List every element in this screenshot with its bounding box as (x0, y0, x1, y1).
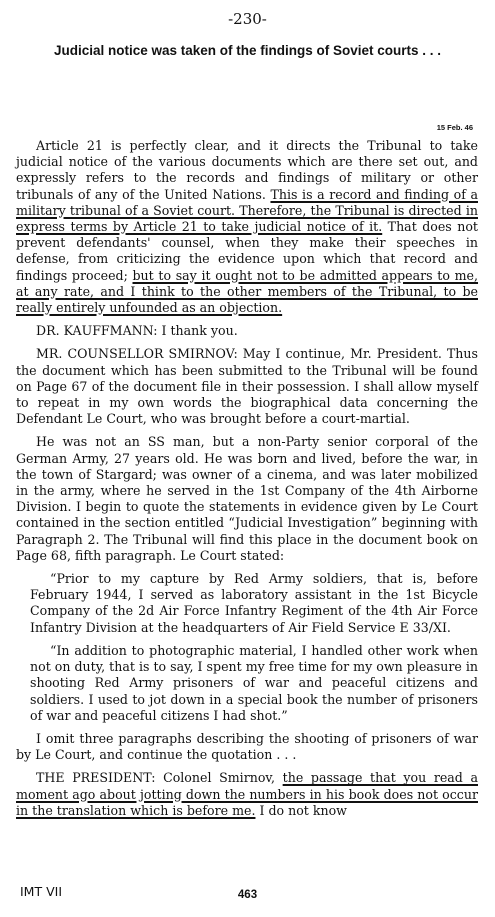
paragraph (16, 434, 478, 564)
paragraph (16, 770, 478, 819)
footer-page-number: 463 (237, 889, 258, 901)
date-label: 15 Feb. 46 (436, 123, 473, 132)
quote-paragraph (30, 571, 478, 636)
page-number: -230- (228, 10, 267, 28)
paragraph (16, 138, 478, 316)
text-segment: I do not know (255, 802, 347, 818)
underlined-text: but to say it ought not to be admitted appears to me, at any rate, and I think to the other members of the Tribunal, to be really entirely unfounded as an objection. (16, 267, 479, 316)
text-segment: THE PRESIDENT: Colonel Smirnov, (36, 770, 283, 786)
underlined-text: This is a record and finding of a military tribunal of a Soviet court. Therefore, the Tribunal is directed in express terms by Article 21 to take judicial notice of it. (16, 186, 478, 235)
text-segment: Article 21 is perfectly clear, and it directs the Tribunal to take judicial notice of the various documents which are there set out, and expressly refers to the records and findings of military or other tribunals of any of the United Nations. (16, 138, 478, 202)
paragraph (16, 323, 478, 339)
text-segment: “In addition to photographic material, I handled other work when not on duty, that is to say, I spent my free time for my own pleasure in shooting Red Army prisoners of war and peaceful citizens and soldiers. I used to jot down in a special book the number of prisoners of war and peaceful citizens I had shot.” (30, 642, 478, 723)
section-heading: Judicial notice was taken of the findings of Soviet courts . . . (53, 43, 442, 58)
text-segment: MR. COUNSELLOR SMIRNOV: May I continue, Mr. President. Thus the document which has been submitted to the Tribunal will be found on Page 67 of the document file in their possession. I shall allow myself to repeat in my own words the biographical data concerning the Defendant Le Court, who was brought before a court-martial. (16, 346, 478, 427)
quote-paragraph (30, 643, 478, 724)
text-segment: I omit three paragraphs describing the shooting of prisoners of war by Le Court, and continue the quotation . . . (16, 730, 478, 763)
paragraph (16, 731, 478, 763)
underlined-text: the passage that you read a moment ago about jotting down the numbers in his book does not occur in the translation which is before me. (16, 770, 478, 818)
text-segment: He was not an SS man, but a non-Party senior corporal of the German Army, 27 years old. He was born and lived, before the war, in the town of Stargard; was owner of a cinema, and was later mobilized in the army, where he served in the 1st Company of the 4th Airborne Division. I begin to quote the statements in evidence given by Le Court contained in the section entitled “Judicial Investigation” beginning with Paragraph 2. The Tribunal will find this place in the document book on Page 68, fifth paragraph. Le Court stated: (16, 434, 478, 563)
volume-label: IMT VII (20, 884, 63, 899)
text-segment: “Prior to my capture by Red Army soldiers, that is, before February 1944, I served as laboratory assistant in the 1st Bicycle Company of the 2d Air Force Infantry Regiment of the 4th Air Force Infantry Division at the headquarters of Air Field Service E 33/XI. (30, 571, 478, 635)
paragraph (16, 346, 478, 427)
text-segment: DR. KAUFFMANN: I thank you. (36, 323, 238, 339)
text-segment: That does not prevent defendants' counsel, when they make their speeches in defense, from criticizing the evidence upon which that record and findings proceed; (16, 219, 478, 283)
document-body (16, 138, 478, 826)
